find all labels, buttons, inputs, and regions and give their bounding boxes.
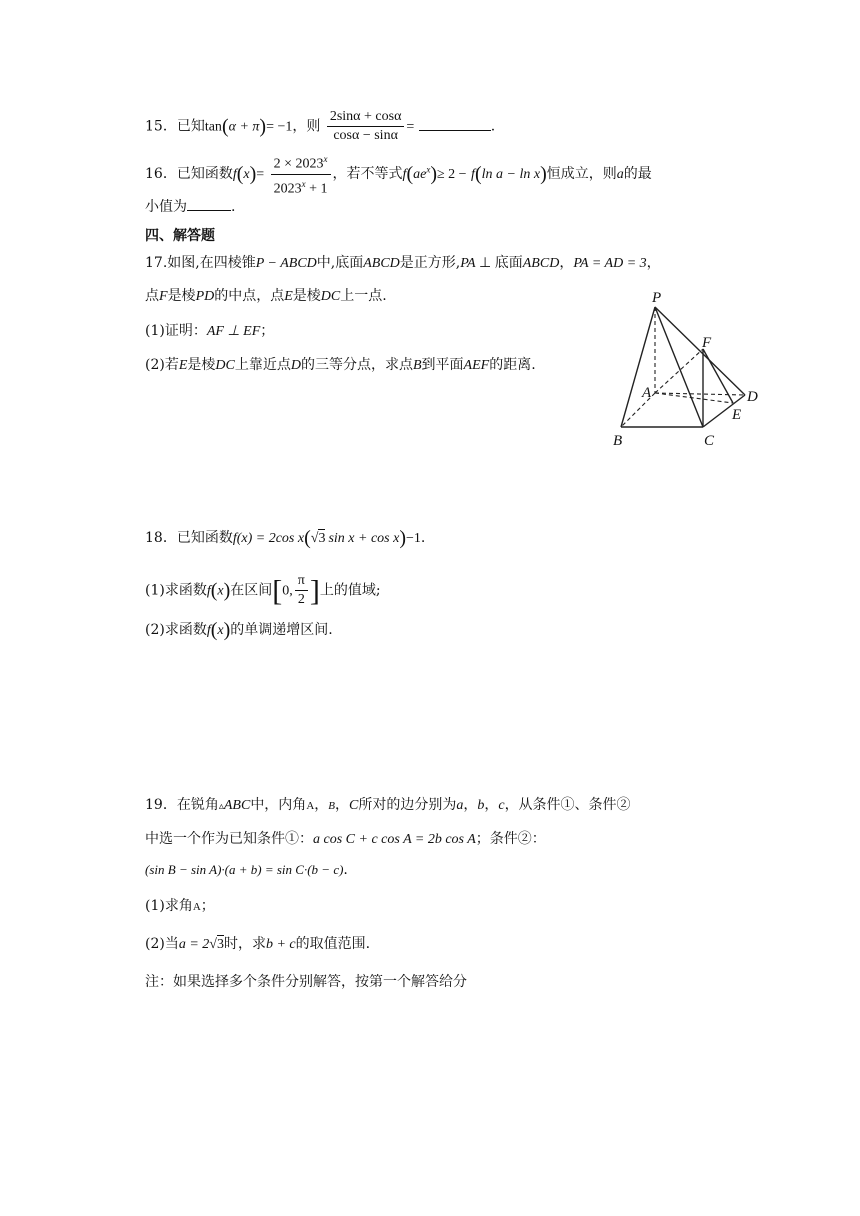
q15-fraction — [327, 108, 405, 145]
q15-tan: tan — [204, 119, 222, 135]
edge-AD — [655, 393, 745, 395]
q16-line2: 小值为 — [145, 199, 187, 215]
q15-alpha-pi: α + π — [228, 119, 260, 135]
label-E: E — [732, 407, 742, 423]
q15-denominator: cosα − sinα — [333, 128, 398, 143]
q15-label: 15．已知 — [145, 118, 205, 135]
q15-end: . — [490, 118, 496, 135]
section-heading: 四、解答题 — [145, 228, 215, 244]
label-C: C — [704, 433, 715, 449]
question-19: 19．在锐角▵ABC中，内角A，B，C所对的边分别为a，b，c，从条件①、条件② — [145, 797, 631, 813]
question-19-part2: (2)当a = 2√3时，求b + c的取值范围. — [145, 936, 371, 952]
question-19-part1: (1)求角A； — [145, 898, 215, 914]
q16-cond1: ，若不等式 — [332, 166, 403, 183]
q15-eq: = −1 — [266, 119, 293, 135]
q16-numerator: 2 × 2023 — [273, 156, 324, 172]
q16-ae: ae — [413, 167, 427, 183]
question-17-line2: 点F是棱PD的中点，点E是棱DC上一点. — [145, 288, 387, 304]
question-18-part2: (2)求函数f(x)的单调递增区间. — [145, 619, 333, 641]
q15-then: ，则 — [292, 118, 321, 135]
q16-cond2: 恒成立，则 — [546, 166, 617, 183]
q15-answer-blank[interactable] — [419, 116, 491, 131]
question-17-part2: (2)若E是棱DC上靠近点D的三等分点，求点B到平面AEF的距离. — [145, 357, 536, 373]
q16-ln-expr: ln a − ln x — [481, 167, 541, 183]
pyramid-figure — [605, 285, 765, 455]
question-18-part1: (1)求函数f(x)在区间[0, $\frac{\pi}{2}$ ]上的值域; — [145, 573, 381, 608]
q16-f: f — [232, 167, 237, 183]
question-17: 17.如图,在四棱锥P − ABCD中,底面ABCD是正方形,PA ⊥ 底面ABCD，PA = AD = 3， — [145, 255, 661, 271]
q16-label: 16．已知函数 — [145, 166, 233, 183]
question-16: 16．已知函数f(x)= $\frac{2 \times 2023^x}{2023^x + 1}$ ，若不等式$f(ae^x)\ge 2 - f(\ln$ a − ln x)恒成立，则a的最 — [145, 150, 652, 198]
edge-PB — [621, 307, 655, 427]
question-19-line3: (sin B − sin A)·(a + b) = sin C·(b − c). — [145, 862, 348, 878]
label-A: A — [642, 385, 652, 401]
q15-numerator: 2sinα + cosα — [327, 108, 405, 127]
edge-PD — [655, 307, 745, 395]
question-17-part1: (1)证明：AF ⊥ EF； — [145, 323, 275, 339]
q16-eq: = — [256, 167, 265, 183]
q16-fraction: $\frac{2 \times 2023^x}{2023^x + 1}$ — [271, 150, 331, 198]
q15-equals: = — [406, 119, 415, 135]
question-19-line2: 中选一个作为已知条件①：a cos C + c cos A = 2b cos A；条件②： — [145, 831, 546, 847]
question-16-line2: 小值为 . — [145, 196, 235, 217]
question-19-note: 注：如果选择多个条件分别解答，按第一个解答给分 — [145, 974, 467, 990]
label-P: P — [652, 290, 662, 306]
edge-PC — [655, 307, 703, 427]
q16-answer-blank[interactable] — [187, 196, 231, 211]
label-B: B — [613, 433, 623, 449]
label-F: F — [702, 335, 712, 351]
q16-denominator: 2023 — [273, 181, 302, 197]
q16-ge: ≥ 2 − — [437, 167, 467, 183]
q16-x: x — [243, 167, 250, 183]
label-D: D — [747, 389, 758, 405]
edge-AF — [655, 349, 703, 393]
question-15: 15．已知tan(α + π)= −1，则 $\frac{2\sin\alpha + \cos\alpha}{\cos\alpha - \sin\alpha}$ = . — [145, 109, 496, 143]
question-18: 18．已知函数f(x) = 2cos x(√3 sin x + cos x)−1. — [145, 527, 426, 549]
